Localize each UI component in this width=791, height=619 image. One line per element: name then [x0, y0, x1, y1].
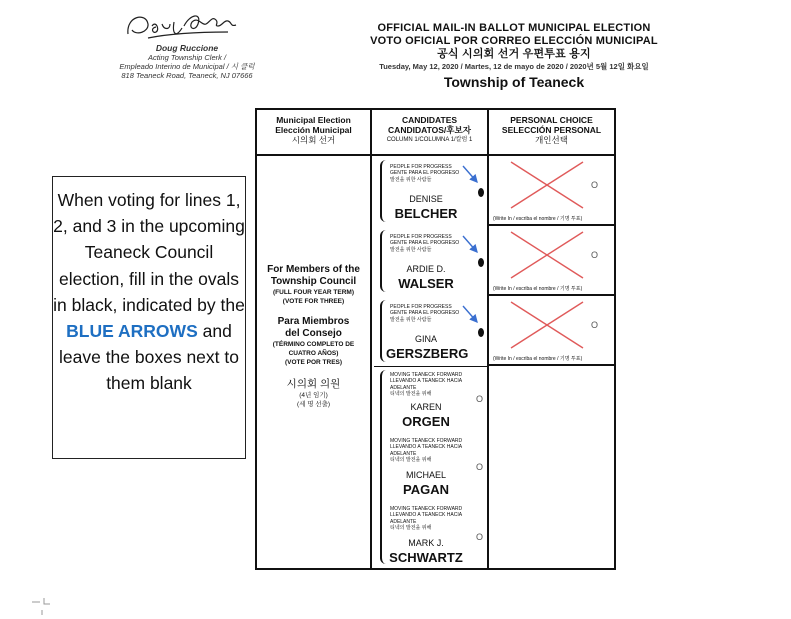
candidate-group-b — [374, 366, 489, 568]
write-in-label: (Write In / escriba el nombre / 기명 투표) — [493, 356, 583, 362]
header-candidates — [372, 110, 489, 156]
write-in-label: (Write In / escriba el nombre / 기명 투표) — [493, 286, 583, 292]
title-line-2: VOTO OFICIAL POR CORREO ELECCIÓN MUNICIPAL — [370, 35, 658, 47]
election-date: Tuesday, May 12, 2020 / Martes, 12 de mayo de 2020 / 2020년 5월 12일 화요일 — [379, 62, 649, 71]
party-line: GENTE PARA EL PROGRESO — [390, 310, 460, 317]
candidate-first-name: ARDIE D. — [406, 264, 446, 274]
office-es-term-2: CUATRO AÑOS) — [288, 350, 339, 357]
candidate-first-name: KAREN — [410, 402, 442, 412]
party-line: PEOPLE FOR PROGRESS — [390, 304, 452, 310]
candidate-last-name: GERSZBERG — [386, 346, 469, 361]
party-line: MOVING TEANECK FORWARD — [390, 438, 463, 444]
office-es-vote: (VOTE POR TRES) — [284, 359, 343, 366]
write-in-box-2[interactable] — [489, 226, 614, 296]
party-line: PEOPLE FOR PROGRESS — [390, 164, 452, 170]
ballot-grid — [255, 108, 616, 570]
corner-marks-icon — [30, 596, 54, 616]
party-line: 티넥의 발전을 위해 — [390, 525, 432, 532]
party-label — [390, 234, 459, 253]
office-ko-3: (세 명 선출) — [296, 401, 331, 408]
party-line: GENTE PARA EL PROGRESO — [390, 240, 460, 247]
office-en-term: (FULL FOUR YEAR TERM) — [272, 289, 354, 296]
candidate-first-name: MARK J. — [408, 538, 444, 548]
party-label — [390, 304, 459, 323]
clerk-title-en: Acting Township Clerk / — [147, 53, 227, 62]
header-municipal-election — [257, 110, 372, 156]
candidate-last-name: PAGAN — [403, 482, 449, 497]
instruction-text: When voting for lines 1, 2, and 3 in the upcoming Teaneck Council election, fill in the ovals in black, indicated by the — [53, 190, 245, 315]
office-en-1: For Members of the — [267, 264, 360, 275]
party-line: 발전을 위한 사람들 — [390, 316, 432, 323]
candidate-last-name: BELCHER — [394, 206, 458, 221]
party-label — [390, 438, 487, 464]
candidate-last-name: ORGEN — [402, 414, 450, 429]
vote-oval-empty[interactable]: O — [476, 532, 484, 542]
township-name: Township of Teaneck — [443, 74, 585, 90]
clerk-signature — [118, 6, 248, 46]
write-in-oval[interactable]: O — [590, 250, 598, 260]
vote-oval-empty[interactable]: O — [476, 394, 484, 404]
blue-arrow-icon — [463, 166, 477, 182]
party-line: MOVING TEANECK FORWARD — [390, 372, 463, 378]
header-text: Elección Municipal — [275, 125, 352, 135]
blue-arrow-icon — [463, 236, 477, 252]
office-es-term-1: (TÉRMINO COMPLETO DE — [272, 341, 355, 348]
party-line: MOVING TEANECK FORWARD — [390, 506, 463, 512]
header-text: 개인선택 — [535, 135, 568, 145]
party-line: LLEVANDO A TEANECK HACIA ADELANTE — [390, 378, 462, 391]
blue-arrows — [457, 160, 491, 370]
clerk-address: 818 Teaneck Road, Teaneck, NJ 07666 — [121, 71, 253, 80]
party-line: PEOPLE FOR PROGRESS — [390, 234, 452, 240]
office-es-1: Para Miembros — [277, 316, 350, 327]
office-en-2: Township Council — [270, 276, 357, 287]
clerk-block — [98, 44, 276, 80]
office-ko-1: 시의회 의원 — [286, 378, 341, 390]
party-line: 티넥의 발전을 위해 — [390, 391, 432, 398]
header-text: CANDIDATOS/후보자 — [388, 125, 471, 135]
write-in-box-3[interactable] — [489, 296, 614, 366]
instruction-note — [52, 176, 246, 459]
header-text: 시의회 선거 — [291, 135, 336, 145]
candidate-last-name: SCHWARTZ — [389, 550, 463, 565]
header-personal-choice — [489, 110, 614, 156]
candidate-first-name: MICHAEL — [405, 470, 446, 480]
cross-mark-icon — [509, 230, 585, 280]
title-line-3: 공식 시의회 선거 우편투표 용지 — [437, 48, 591, 60]
write-in-oval[interactable]: O — [590, 320, 598, 330]
instruction-highlight: BLUE ARROWS — [66, 321, 198, 342]
office-es-2: del Consejo — [285, 328, 342, 339]
vote-oval-empty[interactable]: O — [476, 462, 484, 472]
title-line-1: OFFICIAL MAIL-IN BALLOT MUNICIPAL ELECTION — [377, 22, 651, 34]
party-line: GENTE PARA EL PROGRESO — [390, 170, 460, 177]
office-en-vote: (VOTE FOR THREE) — [282, 298, 345, 305]
party-line: 발전을 위한 사람들 — [390, 176, 432, 183]
header-text: PERSONAL CHOICE — [510, 115, 593, 125]
ballot-title-block — [330, 22, 698, 90]
header-text: Municipal Election — [276, 115, 351, 125]
header-text: SELECCIÓN PERSONAL — [501, 125, 602, 135]
party-line: LLEVANDO A TEANECK HACIA ADELANTE — [390, 512, 462, 525]
office-ko-2: (4년 임기) — [299, 392, 328, 399]
candidate-last-name: WALSER — [398, 276, 454, 291]
header-text: COLUMN 1/COLUMNA 1/칼럼 1 — [386, 137, 473, 143]
write-in-oval[interactable]: O — [590, 180, 598, 190]
party-line: LLEVANDO A TEANECK HACIA ADELANTE — [390, 444, 462, 457]
cross-mark-icon — [509, 300, 585, 350]
write-in-box-1[interactable] — [489, 156, 614, 226]
brace — [380, 370, 386, 564]
write-in-label: (Write In / escriba el nombre / 기명 투표) — [493, 216, 583, 222]
party-line: 발전을 위한 사람들 — [390, 246, 432, 253]
party-label — [390, 372, 487, 398]
cross-mark-icon — [509, 160, 585, 210]
clerk-title-es: Empleado Interino de Municipal / 시 클럭 — [119, 62, 255, 71]
party-label — [390, 506, 487, 532]
candidate-first-name: GINA — [414, 334, 437, 344]
clerk-name: Doug Ruccione — [155, 43, 219, 53]
header-text: CANDIDATES — [401, 115, 458, 125]
blue-arrow-icon — [463, 306, 477, 322]
office-description — [257, 156, 372, 568]
party-line: 티넥의 발전을 위해 — [390, 457, 432, 464]
party-label — [390, 164, 459, 183]
instruction-text-end: and leave the boxes next to them blank — [59, 321, 239, 394]
candidate-first-name: DENISE — [409, 194, 443, 204]
